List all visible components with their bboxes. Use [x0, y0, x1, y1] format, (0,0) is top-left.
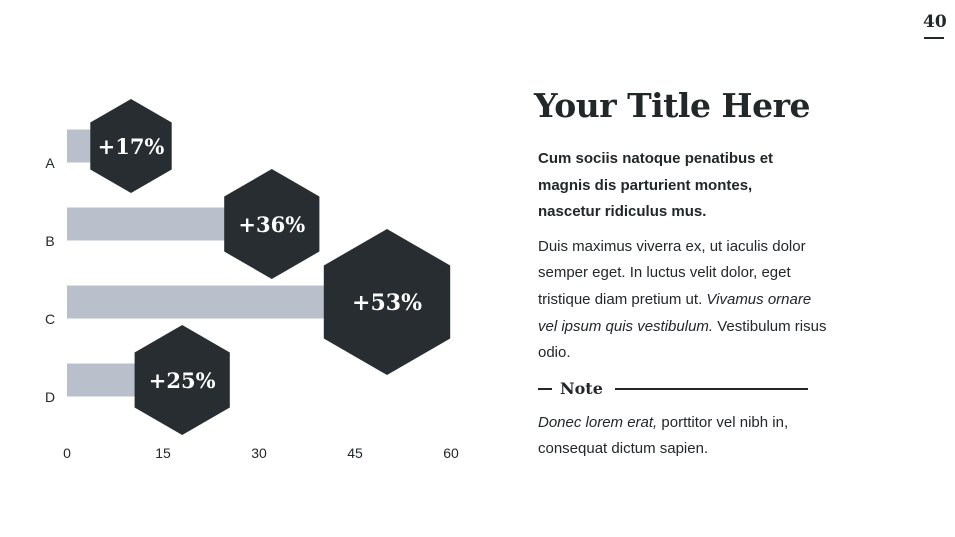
text-panel	[534, 84, 838, 463]
note-italic-text: Donec lorem erat,	[538, 413, 658, 431]
x-tick-label-30: 30	[251, 445, 267, 461]
hexagon-label-a: +17%	[97, 134, 165, 159]
slide-title: Your Title Here	[534, 86, 810, 125]
category-label-d: D	[44, 389, 56, 405]
category-label-b: B	[45, 233, 55, 249]
x-tick-label-60: 60	[443, 445, 459, 461]
lead-paragraph: Cum sociis natoque penatibus et magnis dis parturient montes, nascetur ridiculus mus.	[538, 150, 774, 221]
note-rule	[615, 388, 808, 390]
hexagon-label-c: +53%	[352, 290, 422, 316]
hexagon-label-d: +25%	[148, 368, 216, 393]
x-tick-label-45: 45	[347, 445, 363, 461]
body-plain-text: Duis maximus viverra ex, ut iaculis dolor semper eget. In luctus velit dolor, eget tristique diam pretium ut.	[538, 237, 806, 308]
x-tick-label-15: 15	[155, 445, 171, 461]
body-italic-text: Vivamus ornare vel ipsum quis vestibulum.	[538, 290, 812, 335]
body-tail-text: Vestibulum risus odio.	[538, 317, 827, 362]
note-header	[538, 376, 808, 402]
category-label-a: A	[45, 155, 55, 171]
hexagon-label-b: +36%	[238, 212, 306, 237]
body-paragraph	[538, 234, 833, 367]
note-dash	[538, 388, 552, 390]
category-label-c: C	[44, 311, 56, 327]
page-number-underline	[924, 37, 944, 39]
note-paragraph	[538, 410, 818, 463]
note-label: Note	[560, 379, 603, 399]
note-plain-text: porttitor vel nibh in, consequat dictum sapien.	[538, 413, 789, 458]
x-tick-label-0: 0	[63, 445, 71, 461]
page-number: 40	[923, 12, 947, 32]
